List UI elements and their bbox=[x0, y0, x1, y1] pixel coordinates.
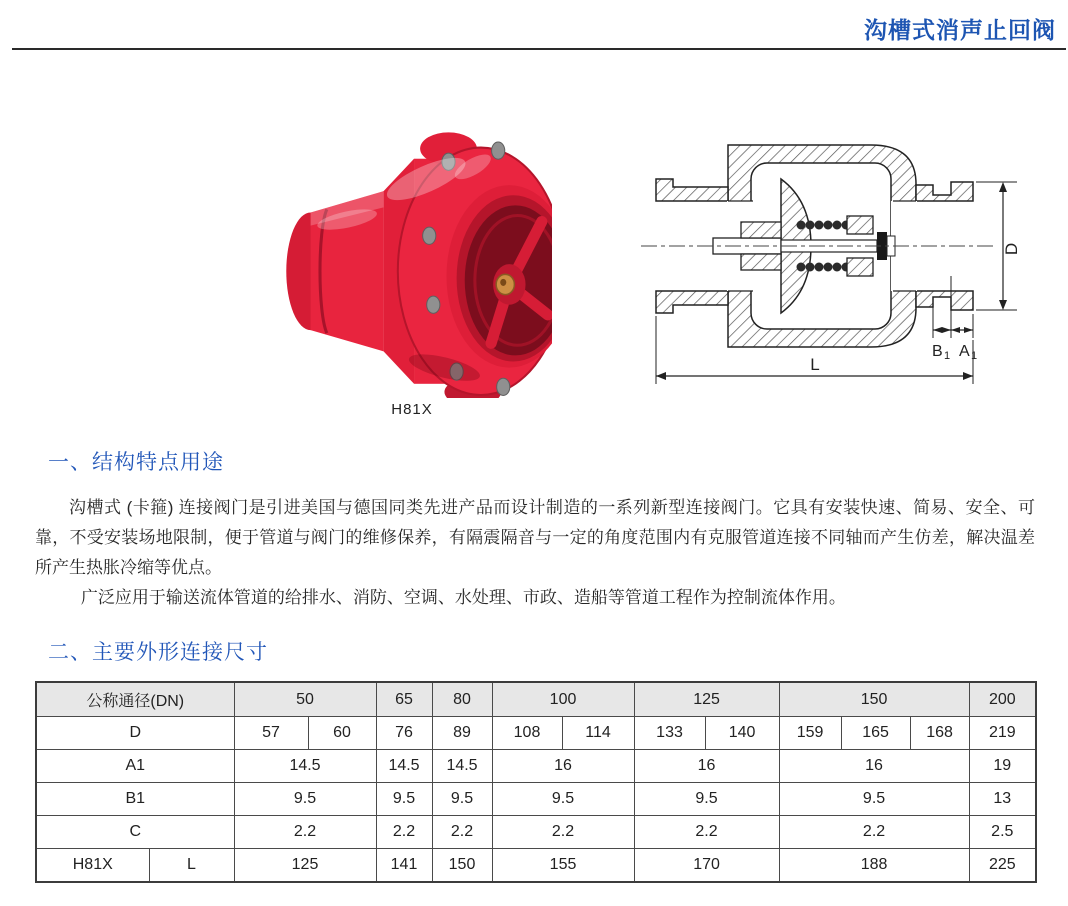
row-label-cell: A1 bbox=[36, 750, 234, 783]
row-label-cell: B1 bbox=[36, 783, 234, 816]
row-label-cell: D bbox=[36, 717, 234, 750]
table-row bbox=[36, 717, 1036, 750]
table-cell: 2.2 bbox=[634, 816, 779, 849]
table-cell: 114 bbox=[562, 717, 634, 750]
table-cell: 14.5 bbox=[376, 750, 432, 783]
table-cell: 133 bbox=[634, 717, 705, 750]
table-cell: 159 bbox=[779, 717, 841, 750]
table-header-cell: 公称通径(DN) bbox=[36, 682, 234, 717]
dimensions-table bbox=[35, 681, 1037, 883]
paragraph-features: 沟槽式 (卡箍) 连接阀门是引进美国与德国同类先进产品而设计制造的一系列新型连接阀门。它具有安装快速、简易、安全、可靠，不受安装场地限制，便于管道与阀门的维修保养，有隔震隔音与一定的角度范围内有克服管道连接不同轴而产生仿差，解决温差所产生热胀冷缩等优点。 bbox=[35, 498, 1035, 577]
section-1-body bbox=[35, 493, 1035, 613]
table-header-row bbox=[36, 682, 1036, 717]
photo-caption: H81X bbox=[391, 401, 433, 418]
table-cell: 16 bbox=[634, 750, 779, 783]
table-cell: 9.5 bbox=[634, 783, 779, 816]
table-cell: 57 bbox=[234, 717, 308, 750]
table-cell: 9.5 bbox=[492, 783, 634, 816]
product-photo bbox=[272, 106, 552, 398]
table-cell: 140 bbox=[705, 717, 779, 750]
dim-label-a1-sub: 1 bbox=[971, 350, 978, 362]
row-label-cell: H81X bbox=[36, 849, 149, 883]
table-header-cell: 200 bbox=[969, 682, 1036, 717]
table-cell: 125 bbox=[234, 849, 376, 883]
table-cell: 16 bbox=[779, 750, 969, 783]
dim-label-d: D bbox=[1002, 242, 1021, 256]
section-1-heading: 一、结构特点用途 bbox=[48, 451, 224, 474]
dim-label-b1: B bbox=[932, 343, 943, 360]
section-2-heading: 二、主要外形连接尺寸 bbox=[48, 641, 268, 664]
table-row bbox=[36, 750, 1036, 783]
row-label-cell: C bbox=[36, 816, 234, 849]
dim-label-b1-sub: 1 bbox=[944, 350, 951, 362]
table-cell: 2.2 bbox=[492, 816, 634, 849]
row-label-cell: L bbox=[149, 849, 234, 883]
dim-label-a1: A bbox=[959, 343, 970, 360]
table-cell: 89 bbox=[432, 717, 492, 750]
table-cell: 60 bbox=[308, 717, 376, 750]
table-cell: 188 bbox=[779, 849, 969, 883]
table-header-cell: 80 bbox=[432, 682, 492, 717]
table-cell: 14.5 bbox=[234, 750, 376, 783]
table-cell: 9.5 bbox=[376, 783, 432, 816]
table-header-cell: 50 bbox=[234, 682, 376, 717]
dim-label-l: L bbox=[810, 355, 820, 374]
table-cell: 2.2 bbox=[432, 816, 492, 849]
table-cell: 165 bbox=[841, 717, 910, 750]
table-cell: 150 bbox=[432, 849, 492, 883]
table-cell: 2.5 bbox=[969, 816, 1036, 849]
valve-section-drawing bbox=[633, 116, 1045, 401]
table-cell: 19 bbox=[969, 750, 1036, 783]
table-header-cell: 150 bbox=[779, 682, 969, 717]
table-cell: 16 bbox=[492, 750, 634, 783]
table-cell: 141 bbox=[376, 849, 432, 883]
table-cell: 2.2 bbox=[234, 816, 376, 849]
valve-photo-illustration bbox=[272, 106, 552, 398]
table-row bbox=[36, 849, 1036, 883]
technical-drawing bbox=[633, 116, 1045, 401]
table-cell: 168 bbox=[910, 717, 969, 750]
table-cell: 155 bbox=[492, 849, 634, 883]
table-cell: 225 bbox=[969, 849, 1036, 883]
table-cell: 2.2 bbox=[376, 816, 432, 849]
header-rule bbox=[12, 48, 1066, 50]
table-cell: 9.5 bbox=[779, 783, 969, 816]
table-cell: 9.5 bbox=[234, 783, 376, 816]
table-header-cell: 100 bbox=[492, 682, 634, 717]
page-title: 沟槽式消声止回阀 bbox=[864, 17, 1056, 43]
table-cell: 2.2 bbox=[779, 816, 969, 849]
table-cell: 219 bbox=[969, 717, 1036, 750]
paragraph-applications: 广泛应用于输送流体管道的给排水、消防、空调、水处理、市政、造船等管道工程作为控制流体作用。 bbox=[80, 588, 846, 607]
table-cell: 13 bbox=[969, 783, 1036, 816]
table-cell: 170 bbox=[634, 849, 779, 883]
table-header-cell: 125 bbox=[634, 682, 779, 717]
table-cell: 14.5 bbox=[432, 750, 492, 783]
table-header-cell: 65 bbox=[376, 682, 432, 717]
table-cell: 76 bbox=[376, 717, 432, 750]
table-row bbox=[36, 816, 1036, 849]
table-cell: 9.5 bbox=[432, 783, 492, 816]
table-cell: 108 bbox=[492, 717, 562, 750]
table-row bbox=[36, 783, 1036, 816]
